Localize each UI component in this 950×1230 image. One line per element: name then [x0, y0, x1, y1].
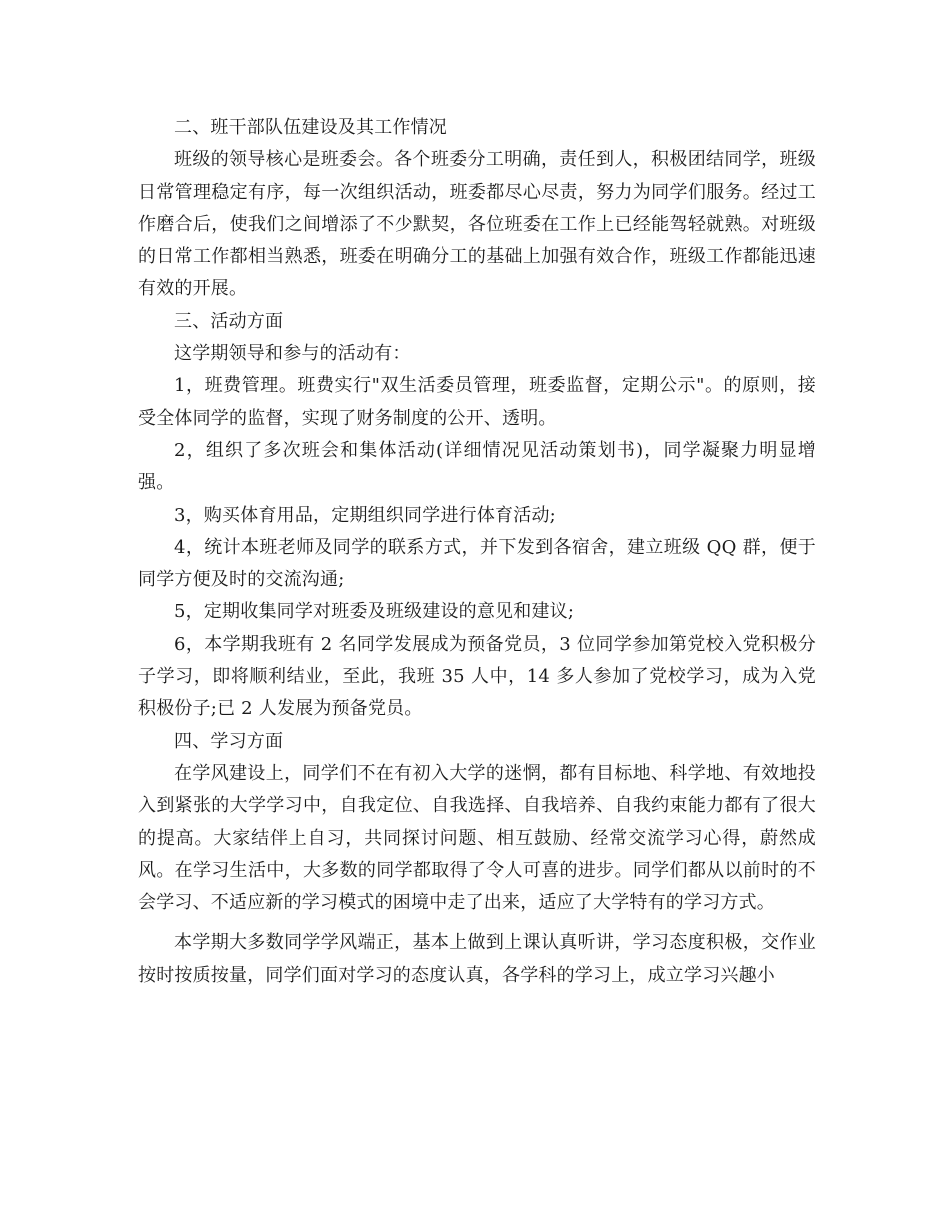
list-item-activity-4: 4，统计本班老师及同学的联系方式，并下发到各宿舍，建立班级 QQ 群，便于同学方便及时的交流沟通; — [138, 536, 816, 591]
list-item-activity-2: 2，组织了多次班会和集体活动(详细情况见活动策划书)，同学凝聚力明显增强。 — [138, 439, 816, 494]
list-item-activity-6: 6，本学期我班有 2 名同学发展成为预备党员，3 位同学参加第党校入党积极分子学习，即将顺利结业，至此，我班 35 人中，14 多人参加了党校学习，成为入党积极份子;已 2 人发展为预备党员。 — [138, 633, 816, 720]
paragraph-study-atmosphere: 在学风建设上，同学们不在有初入大学的迷惘，都有目标地、科学地、有效地投入到紧张的大学学习中，自我定位、自我选择、自我培养、自我约束能力都有了很大的提高。大家结伴上自习，共同探讨问题、相互鼓励、经常交流学习心得，蔚然成风。在学习生活中，大多数的同学都取得了令人可喜的进步。同学们都从以前时的不会学习、不适应新的学习模式的困境中走了出来，适应了大学特有的学习方式。 — [138, 762, 816, 914]
list-item-activity-5: 5，定期收集同学对班委及班级建设的意见和建议; — [174, 601, 575, 623]
section-heading-study: 四、学习方面 — [174, 730, 284, 752]
list-item-activity-3: 3，购买体育用品，定期组织同学进行体育活动; — [174, 504, 556, 526]
paragraph-study-attitude: 本学期大多数同学学风端正，基本上做到上课认真听讲，学习态度积极，交作业按时按质按量，同学们面对学习的态度认真，各学科的学习上，成立学习兴趣小 — [138, 932, 816, 986]
list-item-activity-1: 1，班费管理。班费实行"双生活委员管理，班委监督，定期公示"。的原则，接受全体同学的监督，实现了财务制度的公开、透明。 — [138, 375, 816, 429]
paragraph-team-overview: 班级的领导核心是班委会。各个班委分工明确，责任到人，积极团结同学，班级日常管理稳定有序，每一次组织活动，班委都尽心尽责，努力为同学们服务。经过工作磨合后，使我们之间增添了不少默契，各位班委在工作上已经能驾轻就熟。对班级的日常工作都相当熟悉，班委在明确分工的基础上加强有效合作，班级工作都能迅速有效的开展。 — [138, 149, 816, 300]
paragraph-activities-intro: 这学期领导和参与的活动有： — [174, 343, 411, 365]
document-body — [138, 112, 816, 992]
section-heading-activities: 三、活动方面 — [174, 310, 284, 332]
section-heading-team: 二、班干部队伍建设及其工作情况 — [174, 117, 447, 138]
